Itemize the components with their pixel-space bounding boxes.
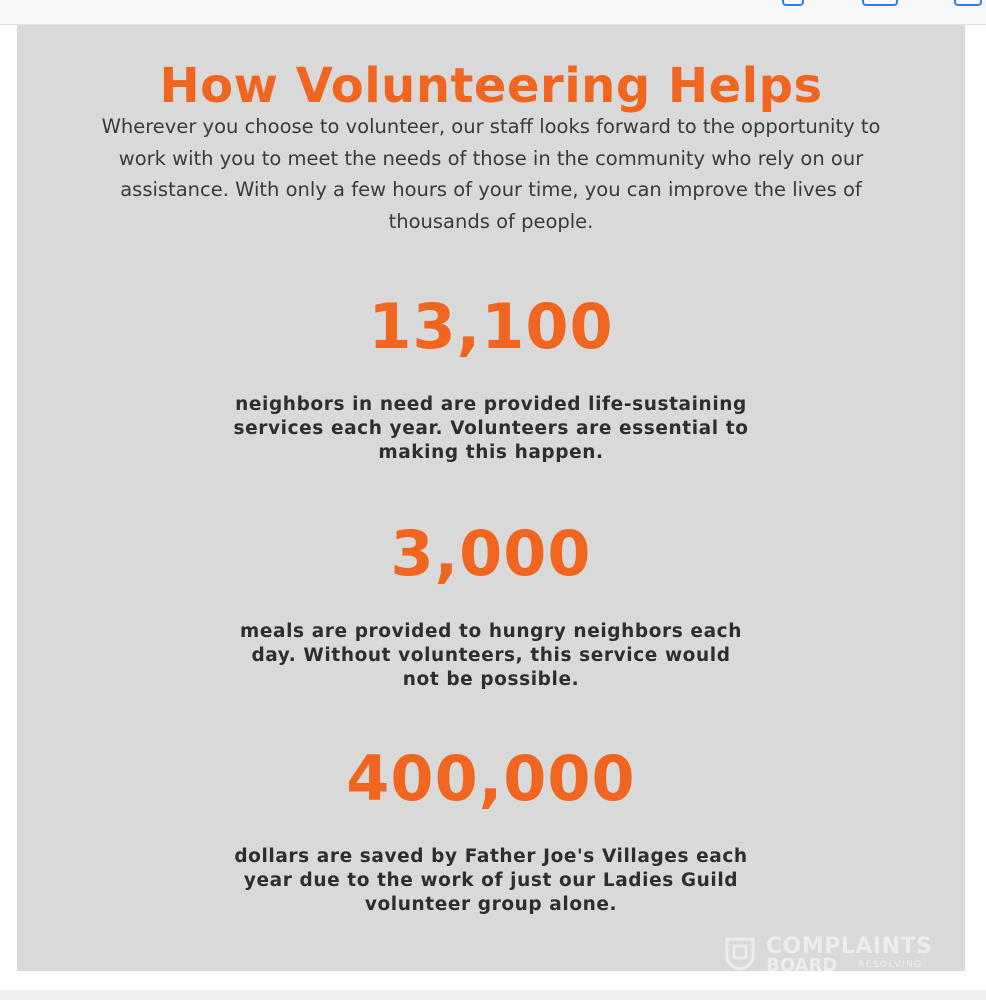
stat-description: dollars are saved by Father Joe's Villages each year due to the work of just our Ladies Guild volunteer group alone. (234, 846, 748, 915)
stat-description: neighbors in need are provided life-sustaining services each year. Volunteers are essential to making this happen. (233, 394, 749, 463)
browser-bottom-bar (0, 990, 986, 1000)
complaints-board-watermark (724, 934, 954, 976)
toolbar-icon[interactable] (862, 0, 898, 6)
page-title: How Volunteering Helps (159, 58, 823, 114)
content-panel (17, 25, 965, 971)
stat-block (17, 739, 965, 917)
stat-number: 13,100 (368, 290, 614, 363)
watermark-sub-text: BOARD (766, 955, 838, 976)
shield-logo-icon (724, 936, 756, 970)
stat-number: 3,000 (390, 517, 592, 590)
intro-paragraph: Wherever you choose to volunteer, our staff looks forward to the opportunity to work with you to meet the needs of those in the community who rely on our assistance. With only a few hours of your time, you can improve the lives of thousands of people. (101, 115, 881, 233)
toolbar-icon[interactable] (954, 0, 982, 6)
stat-description: meals are provided to hungry neighbors each day. Without volunteers, this service would not be possible. (240, 621, 742, 690)
stat-block (17, 514, 965, 692)
watermark-tag-text: RESOLVING (858, 960, 923, 970)
toolbar-icon[interactable] (782, 0, 804, 6)
stat-number: 400,000 (346, 742, 636, 815)
stat-block (17, 287, 965, 465)
browser-top-bar (0, 0, 986, 25)
watermark-main-text: COMPLAINTS (766, 934, 933, 959)
